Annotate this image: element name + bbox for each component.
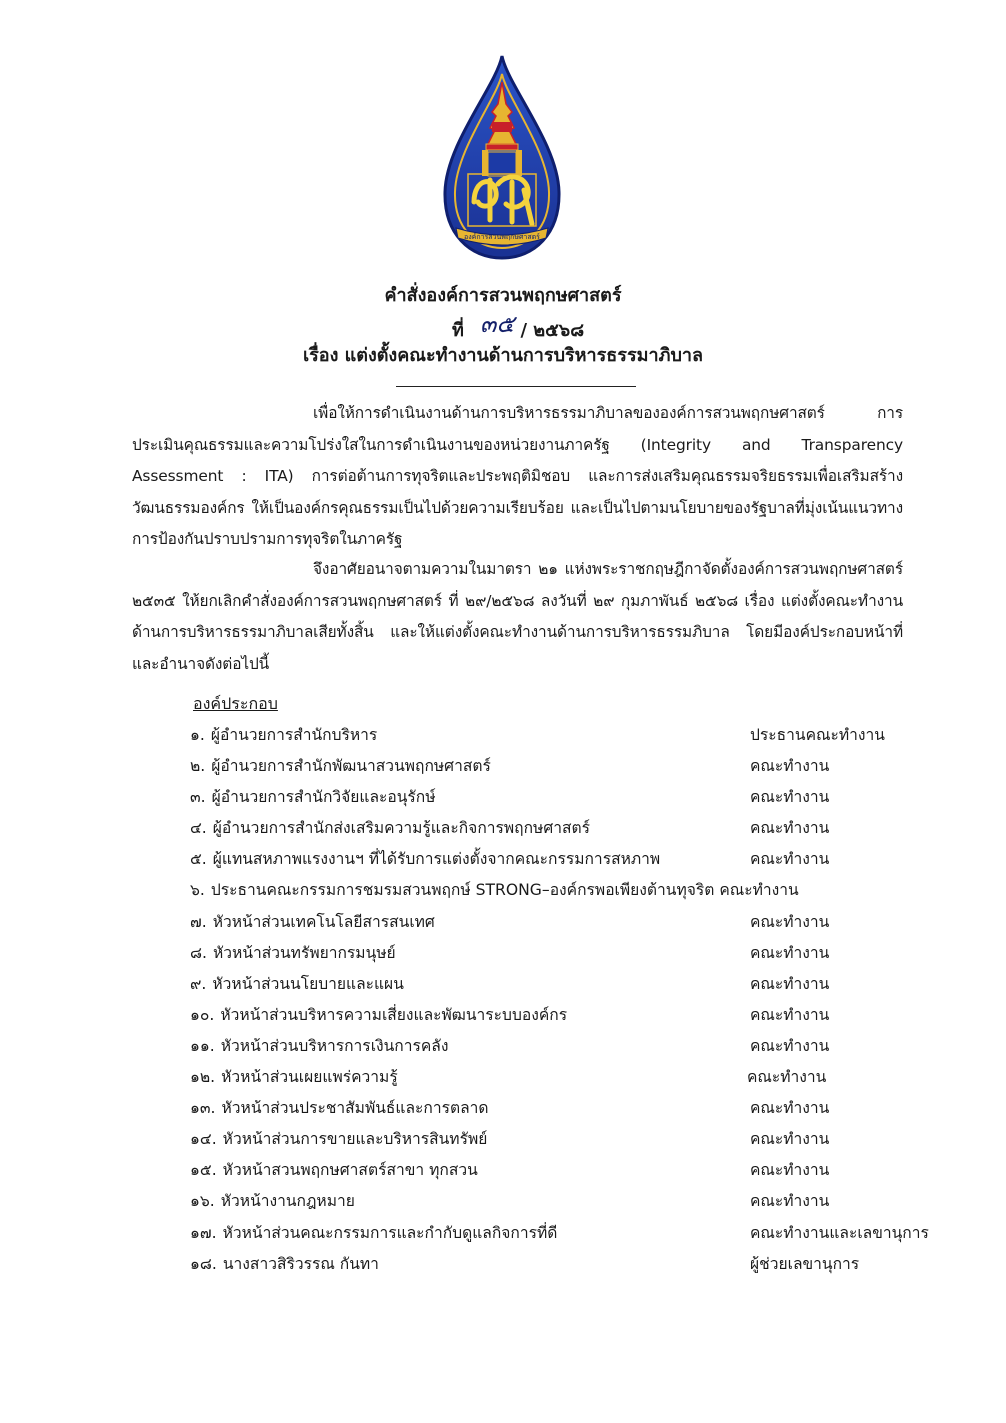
member-row	[190, 784, 950, 815]
order-number-year: / ๒๕๖๘	[520, 320, 585, 341]
member-row	[190, 971, 950, 1002]
member-name: หัวหน้าส่วนบริหารการเงินการคลัง	[220, 1036, 449, 1055]
member-number: ๑๓.	[190, 1099, 216, 1118]
member-row	[190, 1002, 950, 1033]
member-number: ๑๘.	[190, 1254, 217, 1273]
member-role: คณะทำงาน	[750, 819, 830, 838]
member-number: ๒.	[190, 757, 206, 776]
member-role: คณะทำงาน	[750, 912, 830, 931]
member-name: ผู้อำนวยการสำนักส่งเสริมความรู้และกิจการพฤกษศาสตร์	[212, 819, 591, 838]
member-role: คณะทำงาน	[750, 1161, 830, 1180]
member-role: คณะทำงาน	[747, 1068, 827, 1087]
member-name: ผู้อำนวยการสำนักพัฒนาสวนพฤกษศาสตร์	[211, 757, 491, 776]
member-number: ๑๖.	[190, 1192, 215, 1211]
member-role: คณะทำงาน	[750, 1192, 830, 1211]
member-row	[190, 1064, 950, 1095]
member-role: คณะทำงาน	[750, 757, 830, 776]
member-role: คณะทำงาน	[719, 881, 799, 900]
member-role: ประธานคณะทำงาน	[750, 726, 885, 744]
composition-heading: องค์ประกอบ	[193, 694, 278, 713]
member-name: ผู้อำนวยการสำนักบริหาร	[210, 726, 378, 744]
member-row	[190, 1157, 950, 1188]
member-name: หัวหน้าส่วนเผยแพร่ความรู้	[221, 1068, 398, 1087]
emblem-text: องค์การสวนพฤกษศาสตร์	[464, 233, 540, 241]
member-name: ผู้อำนวยการสำนักวิจัยและอนุรักษ์	[211, 788, 436, 807]
member-number: ๑๔.	[190, 1130, 217, 1149]
member-role: คณะทำงาน	[750, 1005, 830, 1024]
member-name: หัวหน้าส่วนเทคโนโลยีสารสนเทศ	[212, 912, 435, 931]
member-name: หัวหน้าสวนพฤกษศาสตร์สาขา ทุกสวน	[222, 1161, 478, 1180]
member-number: ๑๐.	[190, 1005, 215, 1024]
member-number: ๑.	[190, 726, 205, 744]
member-row	[190, 846, 950, 877]
member-row	[190, 1220, 950, 1251]
order-number-handwritten: ๓๕	[479, 310, 515, 338]
member-number: ๙.	[190, 974, 207, 993]
member-row	[190, 1251, 950, 1282]
member-number: ๓.	[190, 788, 206, 807]
member-name: ผู้แทนสหภาพแรงงานฯ ที่ได้รับการแต่งตั้งจากคณะกรรมการสหภาพ	[212, 850, 661, 869]
body-paragraph-1: เพื่อให้การดำเนินงานด้านการบริหารธรรมาภิบาลขององค์การสวนพฤกษศาสตร์ การประเมินคุณธรรมและความโปร่งใสในการดำเนินงานของหน่วยงานภาครัฐ (Integrity and Transparency Assessment : ITA) การต่อต้านการทุจริตและประพฤติมิชอบ และการส่งเสริมคุณธรรมจริยธรรมเพื่อเสริมสร้างวัฒนธรรมองค์กร ให้เป็นองค์กรคุณธรรมเป็นไปด้วยความเรียบร้อย และเป็นไปตามนโยบายของรัฐบาลที่มุ่งเน้นแนวทางการป้องกันปราบปรามการทุจริตในภาครัฐ	[132, 404, 903, 548]
member-role: คณะทำงาน	[750, 788, 830, 807]
member-name: หัวหน้าส่วนนโยบายและแผน	[212, 974, 404, 993]
member-number: ๕.	[190, 850, 207, 869]
member-name: หัวหน้าส่วนการขายและบริหารสินทรัพย์	[222, 1130, 488, 1149]
member-role: คณะทำงานและเลขานุการ	[750, 1223, 929, 1242]
member-row	[190, 1188, 950, 1219]
member-name: หัวหน้าส่วนทรัพยากรมนุษย์	[213, 943, 396, 962]
member-role: คณะทำงาน	[750, 1099, 830, 1118]
member-number: ๘.	[190, 943, 207, 962]
member-row	[190, 1033, 950, 1064]
member-row	[190, 877, 950, 908]
member-name: ประธานคณะกรรมการชมรมสวนพฤกษ์ STRONG–องค์กรพอเพียงต้านทุจริต	[210, 881, 715, 900]
member-number: ๖.	[190, 881, 205, 900]
member-number: ๑๕.	[190, 1161, 217, 1180]
order-subject: เรื่อง แต่งตั้งคณะทำงานด้านการบริหารธรรมาภิบาล	[302, 345, 704, 366]
header-divider	[396, 386, 636, 387]
member-role: คณะทำงาน	[750, 1036, 830, 1055]
member-number: ๑๗.	[190, 1223, 217, 1242]
member-role: คณะทำงาน	[750, 1130, 830, 1149]
order-title: คำสั่งองค์การสวนพฤกษศาสตร์	[384, 285, 622, 306]
member-row	[190, 909, 950, 940]
member-row	[190, 722, 950, 753]
member-row	[190, 1126, 950, 1157]
member-role: คณะทำงาน	[750, 850, 830, 869]
water-drop-emblem-icon	[438, 52, 566, 262]
body-paragraph-2: จึงอาศัยอนาจตามความในมาตรา ๒๑ แห่งพระราชกฤษฎีกาจัดตั้งองค์การสวนพฤกษศาสตร์ ๒๕๓๕ ให้ยกเลิกคำสั่งองค์การสวนพฤกษศาสตร์ ที่ ๒๙/๒๕๖๘ ลงวันที่ ๒๙ กุมภาพันธ์ ๒๕๖๘ เรื่อง แต่งตั้งคณะทำงานด้านการบริหารธรรมาภิบาลเสียทั้งสิ้น และให้แต่งตั้งคณะทำงานด้านการบริหารธรรมภิบาล โดยมีองค์ประกอบหน้าที่และอำนาจดังต่อไปนี้	[132, 560, 903, 673]
member-number: ๔.	[190, 819, 207, 838]
member-name: หัวหน้าส่วนคณะกรรมการและกำกับดูแลกิจการที่ดี	[222, 1223, 558, 1242]
member-name: หัวหน้างานกฎหมาย	[220, 1192, 355, 1211]
member-name: นางสาวสิริวรรณ กันทา	[222, 1254, 379, 1273]
member-number: ๗.	[190, 912, 207, 931]
member-number: ๑๑.	[190, 1036, 215, 1055]
member-list	[190, 722, 950, 1282]
member-name: หัวหน้าส่วนบริหารความเสี่ยงและพัฒนาระบบองค์กร	[220, 1005, 568, 1024]
order-number-label: ที่	[452, 320, 464, 341]
member-name: หัวหน้าส่วนประชาสัมพันธ์และการตลาด	[221, 1099, 489, 1118]
member-row	[190, 940, 950, 971]
member-number: ๑๒.	[190, 1068, 216, 1087]
member-role: คณะทำงาน	[750, 974, 830, 993]
member-role: คณะทำงาน	[750, 943, 830, 962]
member-row	[190, 1095, 950, 1126]
organization-logo	[438, 52, 566, 262]
member-row	[190, 753, 950, 784]
member-role: ผู้ช่วยเลขานุการ	[750, 1254, 860, 1273]
member-row	[190, 815, 950, 846]
